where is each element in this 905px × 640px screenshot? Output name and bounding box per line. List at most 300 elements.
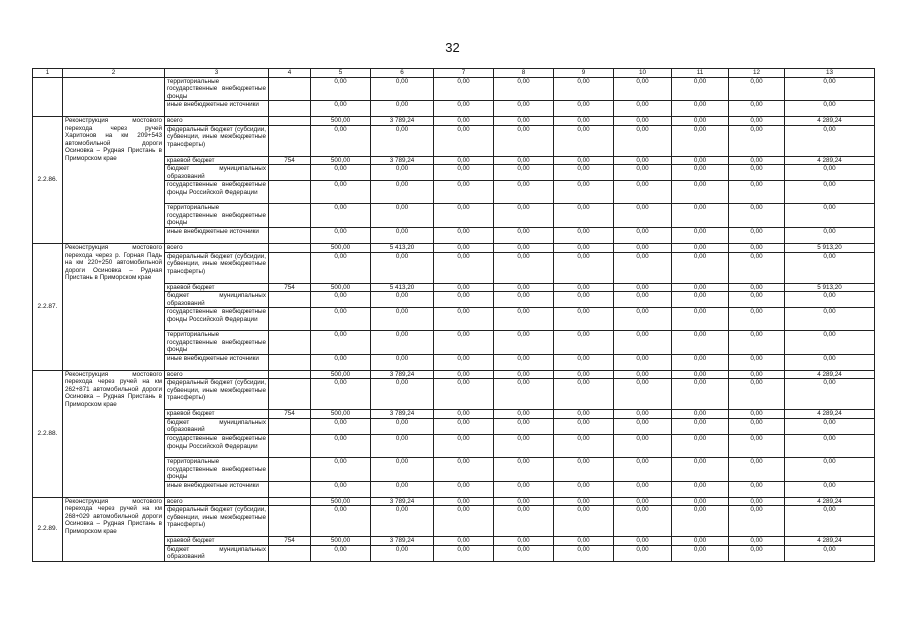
funding-source: территориальные государственные внебюджетные фонды (165, 458, 269, 482)
amount-cell: 0,00 (554, 410, 614, 419)
amount-cell: 0,00 (729, 379, 785, 410)
amount-cell: 0,00 (434, 181, 494, 204)
amount-cell: 0,00 (672, 117, 729, 126)
amount-cell: 0,00 (785, 458, 875, 482)
funding-source: краевой бюджет (165, 537, 269, 546)
amount-cell: 4 289,24 (785, 497, 875, 506)
funding-source: государственные внебюджетные фонды Российской Федерации (165, 308, 269, 331)
amount-cell: 0,00 (311, 331, 371, 355)
amount-cell: 0,00 (494, 292, 554, 308)
amount-cell: 500,00 (311, 497, 371, 506)
funding-source: федеральный бюджет (субсидии, субвенции, иные межбюджетные трансферты) (165, 252, 269, 283)
item-code: 2.2.88. (33, 370, 63, 497)
amount-cell: 0,00 (614, 156, 672, 165)
funding-source: всего (165, 370, 269, 379)
grbs-code (269, 204, 311, 228)
amount-cell: 0,00 (494, 435, 554, 458)
amount-cell: 0,00 (554, 117, 614, 126)
grbs-code (269, 379, 311, 410)
amount-cell: 0,00 (614, 354, 672, 370)
amount-cell: 0,00 (311, 181, 371, 204)
grbs-code (269, 165, 311, 181)
amount-cell: 0,00 (554, 252, 614, 283)
grbs-code (269, 252, 311, 283)
funding-source: всего (165, 117, 269, 126)
amount-cell: 0,00 (434, 331, 494, 355)
amount-cell: 0,00 (614, 125, 672, 156)
col-header: 12 (729, 69, 785, 78)
funding-source: государственные внебюджетные фонды Российской Федерации (165, 435, 269, 458)
amount-cell: 0,00 (434, 458, 494, 482)
amount-cell: 0,00 (494, 379, 554, 410)
amount-cell: 0,00 (494, 156, 554, 165)
amount-cell: 0,00 (434, 125, 494, 156)
grbs-code (269, 506, 311, 537)
amount-cell: 0,00 (371, 292, 434, 308)
grbs-code (269, 125, 311, 156)
amount-cell: 0,00 (785, 545, 875, 561)
funding-source: федеральный бюджет (субсидии, субвенции, иные межбюджетные трансферты) (165, 506, 269, 537)
amount-cell: 0,00 (554, 379, 614, 410)
amount-cell: 0,00 (672, 283, 729, 292)
col-header: 8 (494, 69, 554, 78)
amount-cell: 0,00 (614, 537, 672, 546)
amount-cell: 0,00 (434, 252, 494, 283)
amount-cell: 0,00 (371, 252, 434, 283)
amount-cell: 0,00 (614, 458, 672, 482)
amount-cell: 0,00 (729, 252, 785, 283)
amount-cell: 0,00 (672, 506, 729, 537)
amount-cell: 3 789,24 (371, 117, 434, 126)
amount-cell: 0,00 (614, 410, 672, 419)
col-header: 5 (311, 69, 371, 78)
amount-cell: 0,00 (311, 354, 371, 370)
amount-cell: 0,00 (434, 117, 494, 126)
amount-cell: 0,00 (494, 506, 554, 537)
amount-cell: 0,00 (311, 435, 371, 458)
amount-cell: 0,00 (729, 181, 785, 204)
grbs-code (269, 481, 311, 497)
item-code: 2.2.87. (33, 244, 63, 371)
amount-cell: 500,00 (311, 244, 371, 253)
col-header: 1 (33, 69, 63, 78)
amount-cell: 3 789,24 (371, 370, 434, 379)
amount-cell: 0,00 (434, 77, 494, 101)
amount-cell: 0,00 (614, 181, 672, 204)
grbs-code (269, 458, 311, 482)
amount-cell: 5 913,20 (785, 244, 875, 253)
amount-cell: 500,00 (311, 156, 371, 165)
funding-source: бюджет муниципальных образований (165, 545, 269, 561)
col-header: 3 (165, 69, 269, 78)
grbs-code (269, 497, 311, 506)
amount-cell: 0,00 (494, 117, 554, 126)
amount-cell: 0,00 (371, 77, 434, 101)
amount-cell: 0,00 (672, 125, 729, 156)
amount-cell: 0,00 (672, 156, 729, 165)
amount-cell: 0,00 (672, 292, 729, 308)
amount-cell: 0,00 (494, 204, 554, 228)
funding-source: территориальные государственные внебюджетные фонды (165, 331, 269, 355)
amount-cell: 0,00 (371, 228, 434, 244)
amount-cell: 0,00 (729, 283, 785, 292)
amount-cell: 0,00 (554, 125, 614, 156)
amount-cell: 0,00 (554, 156, 614, 165)
grbs-code (269, 545, 311, 561)
amount-cell: 0,00 (311, 545, 371, 561)
amount-cell: 0,00 (371, 181, 434, 204)
amount-cell: 0,00 (554, 506, 614, 537)
amount-cell: 0,00 (311, 308, 371, 331)
amount-cell: 3 789,24 (371, 410, 434, 419)
amount-cell: 0,00 (672, 101, 729, 117)
grbs-code: 754 (269, 283, 311, 292)
amount-cell: 0,00 (729, 506, 785, 537)
amount-cell: 0,00 (672, 165, 729, 181)
amount-cell: 0,00 (729, 125, 785, 156)
amount-cell: 0,00 (434, 537, 494, 546)
table-row (33, 77, 875, 101)
amount-cell: 0,00 (554, 331, 614, 355)
grbs-code: 754 (269, 537, 311, 546)
funding-source: иные внебюджетные источники (165, 101, 269, 117)
amount-cell: 0,00 (672, 354, 729, 370)
funding-source: бюджет муниципальных образований (165, 418, 269, 434)
amount-cell: 0,00 (614, 228, 672, 244)
amount-cell: 0,00 (494, 331, 554, 355)
amount-cell: 0,00 (729, 481, 785, 497)
amount-cell: 5 913,20 (785, 283, 875, 292)
funding-source: иные внебюджетные источники (165, 481, 269, 497)
amount-cell: 0,00 (494, 244, 554, 253)
grbs-code (269, 308, 311, 331)
amount-cell: 0,00 (554, 354, 614, 370)
amount-cell: 0,00 (554, 204, 614, 228)
budget-table (32, 68, 875, 562)
amount-cell: 0,00 (614, 481, 672, 497)
amount-cell: 0,00 (729, 545, 785, 561)
amount-cell: 0,00 (729, 244, 785, 253)
amount-cell: 0,00 (554, 101, 614, 117)
amount-cell: 0,00 (554, 545, 614, 561)
amount-cell: 0,00 (614, 497, 672, 506)
amount-cell: 0,00 (729, 204, 785, 228)
amount-cell: 0,00 (494, 181, 554, 204)
col-header: 2 (63, 69, 165, 78)
amount-cell: 0,00 (554, 77, 614, 101)
amount-cell: 0,00 (311, 506, 371, 537)
amount-cell: 0,00 (614, 506, 672, 537)
table-row (33, 497, 875, 506)
grbs-code (269, 370, 311, 379)
amount-cell: 0,00 (785, 228, 875, 244)
amount-cell: 0,00 (494, 458, 554, 482)
amount-cell: 0,00 (371, 354, 434, 370)
amount-cell: 0,00 (494, 101, 554, 117)
amount-cell: 4 289,24 (785, 410, 875, 419)
amount-cell: 0,00 (494, 481, 554, 497)
amount-cell: 0,00 (729, 228, 785, 244)
page-number: 32 (445, 40, 460, 55)
amount-cell: 5 413,20 (371, 244, 434, 253)
amount-cell: 0,00 (729, 354, 785, 370)
amount-cell: 0,00 (729, 497, 785, 506)
amount-cell: 0,00 (614, 435, 672, 458)
amount-cell: 0,00 (785, 77, 875, 101)
amount-cell: 0,00 (434, 506, 494, 537)
amount-cell: 0,00 (371, 545, 434, 561)
amount-cell: 0,00 (371, 418, 434, 434)
amount-cell: 0,00 (672, 458, 729, 482)
amount-cell: 0,00 (672, 228, 729, 244)
amount-cell: 0,00 (554, 481, 614, 497)
amount-cell: 0,00 (785, 418, 875, 434)
amount-cell: 0,00 (729, 165, 785, 181)
col-header: 10 (614, 69, 672, 78)
amount-cell: 0,00 (554, 228, 614, 244)
amount-cell: 0,00 (614, 331, 672, 355)
item-code (33, 77, 63, 117)
amount-cell: 0,00 (434, 435, 494, 458)
amount-cell: 0,00 (371, 165, 434, 181)
table-row (33, 117, 875, 126)
amount-cell: 0,00 (729, 435, 785, 458)
amount-cell: 0,00 (672, 77, 729, 101)
amount-cell: 0,00 (729, 410, 785, 419)
grbs-code (269, 77, 311, 101)
amount-cell: 0,00 (434, 292, 494, 308)
amount-cell: 3 789,24 (371, 156, 434, 165)
amount-cell: 0,00 (672, 418, 729, 434)
amount-cell: 0,00 (672, 308, 729, 331)
amount-cell: 0,00 (729, 308, 785, 331)
funding-source: всего (165, 497, 269, 506)
amount-cell: 500,00 (311, 537, 371, 546)
amount-cell: 0,00 (672, 252, 729, 283)
amount-cell: 0,00 (729, 156, 785, 165)
amount-cell: 0,00 (371, 125, 434, 156)
amount-cell: 0,00 (672, 497, 729, 506)
amount-cell: 0,00 (729, 537, 785, 546)
amount-cell: 0,00 (729, 101, 785, 117)
column-number-row (33, 69, 875, 78)
amount-cell: 0,00 (614, 117, 672, 126)
amount-cell: 0,00 (494, 410, 554, 419)
amount-cell: 0,00 (311, 101, 371, 117)
amount-cell: 0,00 (371, 481, 434, 497)
amount-cell: 0,00 (434, 308, 494, 331)
funding-source: бюджет муниципальных образований (165, 165, 269, 181)
amount-cell: 0,00 (434, 283, 494, 292)
grbs-code: 754 (269, 156, 311, 165)
amount-cell: 4 289,24 (785, 117, 875, 126)
amount-cell: 0,00 (554, 165, 614, 181)
grbs-code (269, 101, 311, 117)
amount-cell: 0,00 (434, 379, 494, 410)
amount-cell: 0,00 (614, 379, 672, 410)
table-body (33, 69, 875, 562)
table-row (33, 244, 875, 253)
col-header: 13 (785, 69, 875, 78)
amount-cell: 0,00 (614, 252, 672, 283)
amount-cell: 0,00 (311, 481, 371, 497)
amount-cell: 4 289,24 (785, 537, 875, 546)
item-name: Реконструкция мостового перехода через ручей Харитонов на км 209+543 автомобильной дороги Осиновка – Рудная Пристань в Приморском крае (63, 117, 165, 244)
amount-cell: 3 789,24 (371, 537, 434, 546)
amount-cell: 0,00 (554, 244, 614, 253)
amount-cell: 0,00 (614, 101, 672, 117)
amount-cell: 0,00 (614, 283, 672, 292)
grbs-code (269, 117, 311, 126)
amount-cell: 0,00 (494, 537, 554, 546)
grbs-code (269, 181, 311, 204)
amount-cell: 0,00 (785, 101, 875, 117)
amount-cell: 0,00 (434, 228, 494, 244)
amount-cell: 0,00 (785, 308, 875, 331)
amount-cell: 0,00 (672, 181, 729, 204)
grbs-code (269, 244, 311, 253)
amount-cell: 0,00 (311, 379, 371, 410)
amount-cell: 0,00 (785, 481, 875, 497)
funding-source: иные внебюджетные источники (165, 228, 269, 244)
amount-cell: 0,00 (785, 354, 875, 370)
amount-cell: 0,00 (729, 370, 785, 379)
amount-cell: 4 289,24 (785, 156, 875, 165)
amount-cell: 3 789,24 (371, 497, 434, 506)
amount-cell: 0,00 (614, 77, 672, 101)
amount-cell: 0,00 (729, 418, 785, 434)
amount-cell: 500,00 (311, 410, 371, 419)
col-header: 6 (371, 69, 434, 78)
amount-cell: 0,00 (672, 545, 729, 561)
amount-cell: 0,00 (729, 458, 785, 482)
amount-cell: 0,00 (371, 101, 434, 117)
amount-cell: 0,00 (371, 204, 434, 228)
amount-cell: 0,00 (554, 435, 614, 458)
amount-cell: 0,00 (554, 308, 614, 331)
amount-cell: 0,00 (434, 156, 494, 165)
amount-cell: 0,00 (785, 252, 875, 283)
amount-cell: 0,00 (614, 244, 672, 253)
amount-cell: 0,00 (434, 418, 494, 434)
funding-source: иные внебюджетные источники (165, 354, 269, 370)
amount-cell: 0,00 (371, 458, 434, 482)
amount-cell: 0,00 (311, 458, 371, 482)
amount-cell: 0,00 (434, 545, 494, 561)
funding-source: всего (165, 244, 269, 253)
item-name: Реконструкция мостового перехода через ручей на км 262+871 автомобильной дороги Осиновка – Рудная Пристань в Приморском крае (63, 370, 165, 497)
funding-source: краевой бюджет (165, 156, 269, 165)
funding-source: бюджет муниципальных образований (165, 292, 269, 308)
grbs-code (269, 292, 311, 308)
amount-cell: 0,00 (494, 354, 554, 370)
amount-cell: 0,00 (554, 283, 614, 292)
item-name (63, 77, 165, 117)
amount-cell: 0,00 (672, 410, 729, 419)
amount-cell: 0,00 (371, 308, 434, 331)
amount-cell: 0,00 (494, 418, 554, 434)
amount-cell: 0,00 (494, 228, 554, 244)
amount-cell: 0,00 (672, 370, 729, 379)
col-header: 11 (672, 69, 729, 78)
amount-cell: 0,00 (672, 244, 729, 253)
amount-cell: 0,00 (672, 331, 729, 355)
amount-cell: 0,00 (554, 370, 614, 379)
col-header: 7 (434, 69, 494, 78)
funding-source: государственные внебюджетные фонды Российской Федерации (165, 181, 269, 204)
amount-cell: 0,00 (434, 370, 494, 379)
amount-cell: 0,00 (785, 181, 875, 204)
grbs-code (269, 331, 311, 355)
amount-cell: 4 289,24 (785, 370, 875, 379)
item-code: 2.2.89. (33, 497, 63, 561)
amount-cell: 0,00 (311, 418, 371, 434)
item-name: Реконструкция мостового перехода через ручей на км 268+029 автомобильной дороги Осиновка – Рудная Пристань в Приморском крае (63, 497, 165, 561)
amount-cell: 0,00 (554, 537, 614, 546)
amount-cell: 0,00 (311, 292, 371, 308)
amount-cell: 0,00 (729, 331, 785, 355)
funding-source: краевой бюджет (165, 410, 269, 419)
amount-cell: 0,00 (494, 252, 554, 283)
amount-cell: 0,00 (434, 497, 494, 506)
amount-cell: 0,00 (434, 410, 494, 419)
col-header: 9 (554, 69, 614, 78)
amount-cell: 0,00 (554, 292, 614, 308)
amount-cell: 0,00 (672, 481, 729, 497)
amount-cell: 0,00 (311, 252, 371, 283)
amount-cell: 0,00 (614, 292, 672, 308)
amount-cell: 0,00 (785, 165, 875, 181)
amount-cell: 0,00 (785, 435, 875, 458)
amount-cell: 0,00 (672, 537, 729, 546)
amount-cell: 500,00 (311, 370, 371, 379)
amount-cell: 0,00 (554, 181, 614, 204)
amount-cell: 0,00 (785, 506, 875, 537)
item-name: Реконструкция мостового перехода через р. Горная Падь на км 220+250 автомобильной дороги Осиновка – Рудная Пристань в Приморском крае (63, 244, 165, 371)
amount-cell: 0,00 (311, 77, 371, 101)
amount-cell: 0,00 (494, 308, 554, 331)
amount-cell: 0,00 (785, 204, 875, 228)
amount-cell: 5 413,20 (371, 283, 434, 292)
amount-cell: 0,00 (614, 370, 672, 379)
funding-source: территориальные государственные внебюджетные фонды (165, 204, 269, 228)
amount-cell: 0,00 (785, 331, 875, 355)
funding-source: федеральный бюджет (субсидии, субвенции, иные межбюджетные трансферты) (165, 125, 269, 156)
funding-source: краевой бюджет (165, 283, 269, 292)
grbs-code (269, 418, 311, 434)
table-row (33, 370, 875, 379)
amount-cell: 0,00 (672, 435, 729, 458)
amount-cell: 500,00 (311, 117, 371, 126)
amount-cell: 0,00 (672, 204, 729, 228)
amount-cell: 0,00 (434, 204, 494, 228)
amount-cell: 0,00 (311, 165, 371, 181)
amount-cell: 0,00 (494, 165, 554, 181)
amount-cell: 0,00 (494, 370, 554, 379)
amount-cell: 0,00 (554, 418, 614, 434)
amount-cell: 0,00 (371, 331, 434, 355)
amount-cell: 0,00 (785, 379, 875, 410)
amount-cell: 0,00 (614, 165, 672, 181)
amount-cell: 0,00 (434, 244, 494, 253)
amount-cell: 0,00 (494, 497, 554, 506)
item-code: 2.2.86. (33, 117, 63, 244)
amount-cell: 0,00 (371, 506, 434, 537)
amount-cell: 0,00 (614, 308, 672, 331)
grbs-code (269, 435, 311, 458)
col-header: 4 (269, 69, 311, 78)
amount-cell: 0,00 (554, 497, 614, 506)
